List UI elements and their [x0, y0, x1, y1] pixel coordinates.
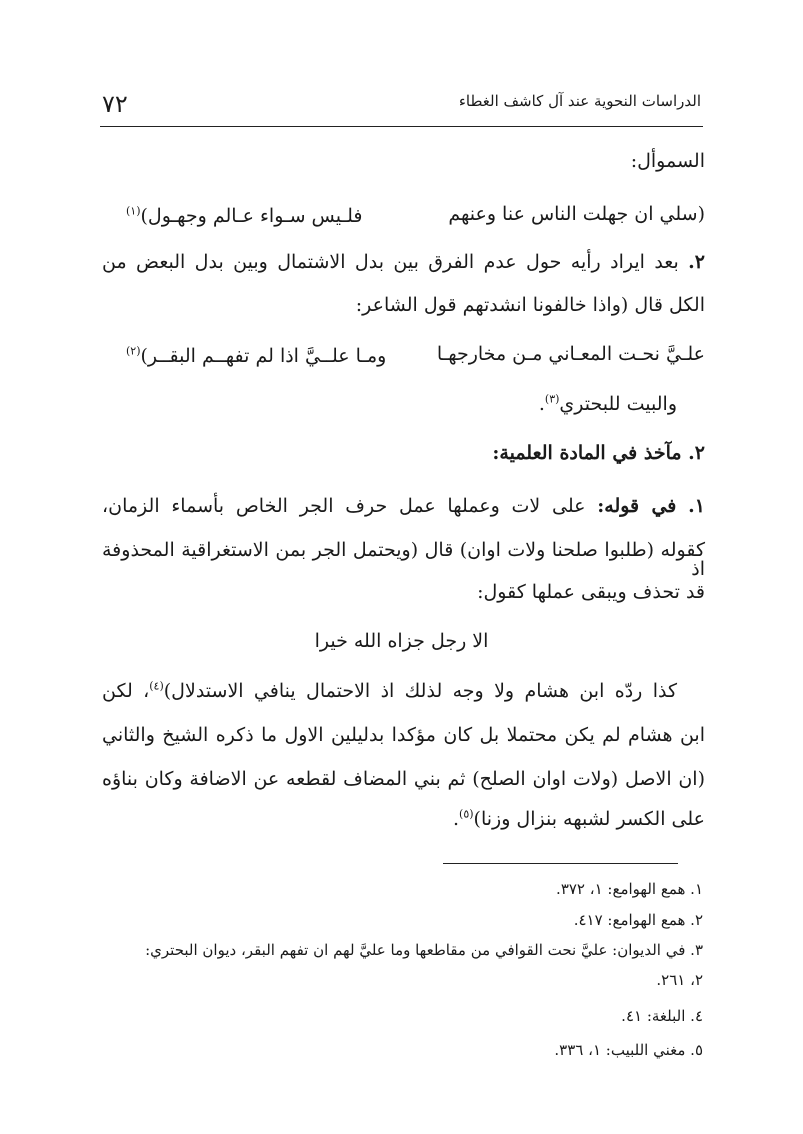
header-rule	[100, 126, 703, 127]
paragraph-line: كذا ردّه ابن هشام ولا وجه لذلك اذ الاحتمال ينافي الاستدلال)$^{(٤)}$، لكن	[102, 679, 677, 702]
footnote-continuation: ٢، ٢٦١.	[656, 971, 703, 989]
footnote-marker: (١)	[126, 204, 141, 218]
lead-phrase: في قوله:	[597, 495, 677, 517]
footnote-marker: (٥)	[459, 807, 474, 821]
centered-quote: الا رجل جزاه الله خيرا	[314, 630, 489, 652]
running-title: الدراسات النحوية عند آل كاشف الغطاء	[458, 92, 701, 110]
paragraph-line: كقوله (طلبوا صلحنا ولات اوان) قال (ويحتمل الجر بمن الاستغراقية المحذوفة اذ	[102, 539, 705, 580]
paragraph-line: قد تحذف ويبقى عملها كقول:	[477, 581, 705, 603]
paragraph-line: الكل قال (واذا خالفونا انشدتهم قول الشاعر:	[355, 294, 705, 316]
footnote: ٤. البلغة: ٤١.	[621, 1007, 703, 1025]
body-line: السموأل:	[630, 150, 705, 172]
paragraph-line: ١. في قوله: على لات وعملها عمل حرف الجر الخاص بأسماء الزمان،	[102, 495, 706, 517]
footnote-marker: (٢)	[126, 344, 141, 358]
footnote-marker: (٤)	[149, 679, 164, 693]
footnote: ٥. مغني اللبيب: ١، ٣٣٦.	[554, 1041, 703, 1059]
page-number: ٧٢	[102, 90, 128, 118]
paragraph-line: على الكسر لشبهه بنزال وزنا)$^{(٥)}$.	[452, 807, 705, 830]
paragraph-line: ابن هشام لم يكن محتملا بل كان مؤكدا بدليلين الاول ما ذكره الشيخ والثاني	[102, 724, 705, 746]
verse-first-hemistich: علـيَّ نحـت المعـاني مـن مخارجهـا	[436, 343, 705, 365]
paragraph-line: ٢. بعد ايراد رأيه حول عدم الفرق بين بدل الاشتمال وبين بدل البعض من	[102, 251, 705, 273]
section-heading: ٢. مآخذ في المادة العلمية:	[492, 442, 705, 464]
footnote-rule	[443, 863, 678, 864]
paragraph-line: (ان الاصل (ولات اوان الصلح) ثم بني المضاف لقطعه عن الاضافة وكان بناؤه	[102, 768, 705, 790]
verse-second-hemistich: ومـا علــيَّ اذا لم تفهــم البقــر)$^{(٢)}$	[126, 344, 387, 367]
footnote: ٣. في الديوان: عليَّ نحت القوافي من مقاطعها وما عليَّ لهم ان تفهم البقر، ديوان البحتري:	[145, 941, 703, 959]
verse-second-hemistich: فلـيس سـواء عـالم وجهـول)$^{(١)}$	[126, 204, 363, 227]
footnote: ١. همع الهوامع: ١، ٣٧٢.	[556, 880, 703, 898]
paragraph-line: والبيت للبحتري$^{(٣)}$.	[538, 392, 677, 415]
verse-first-hemistich: (سلي ان جهلت الناس عنا وعنهم	[448, 203, 705, 225]
footnote-marker: (٣)	[544, 392, 560, 406]
item-number: ٢.	[688, 251, 705, 273]
footnote: ٢. همع الهوامع: ٤١٧.	[573, 911, 703, 929]
